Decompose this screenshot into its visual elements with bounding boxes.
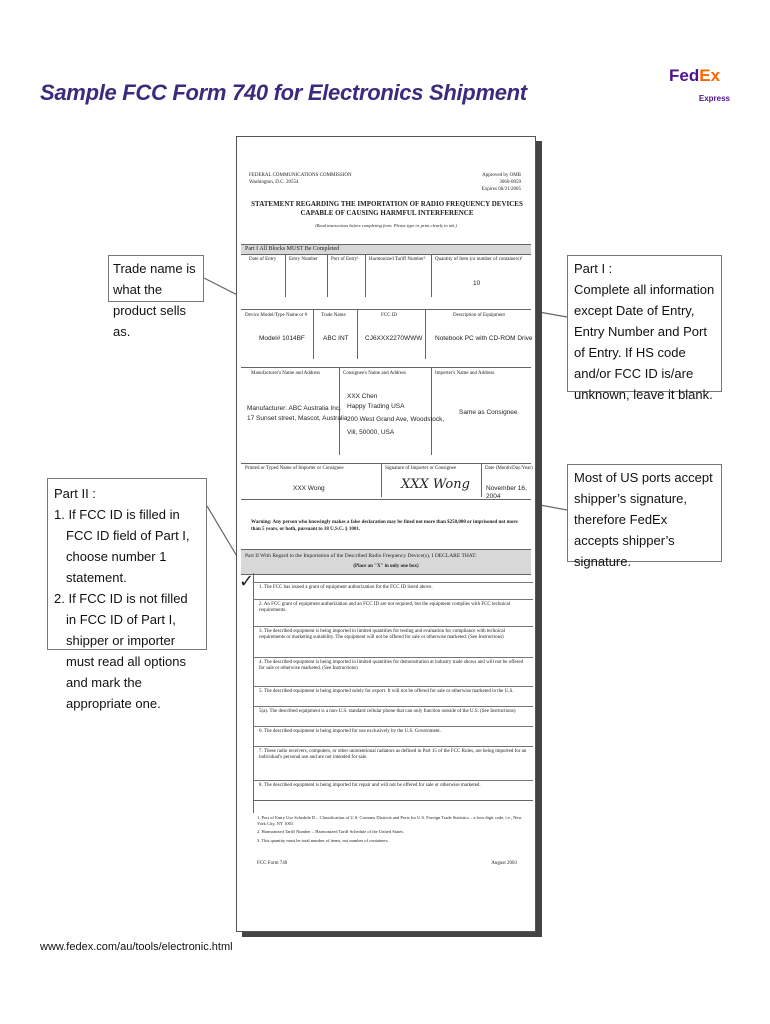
footnote-3: 3. This quantity must be total number of items, not number of containers.	[257, 838, 389, 843]
consignee-line-4: Vill, 50000, USA	[347, 429, 395, 436]
part2-option-8: 8. The described equipment is being imported for repair and will not be offered for sale or otherwise marketed.	[253, 780, 533, 800]
part2-option-5a: 5(a). The described equipment is a non-U.S. standard cellular phone that can only function outside of the U.S. (See Instructions)	[253, 706, 533, 726]
hdr-manufacturer: Manufacturer's Name and Address	[251, 371, 321, 376]
hdr-port-of-entry: Port of Entry¹	[331, 257, 359, 262]
part2-option-4: 4. The described equipment is being imported in limited quantities for demonstration at industry trade shows and will not be offered for sale or otherwise marketed. (See Instructions)	[253, 657, 533, 686]
printed-name-value: XXX Wong	[293, 485, 325, 492]
callout-part1-title: Part I :	[574, 261, 613, 276]
callout-part1	[567, 255, 722, 402]
callout-signature: Most of US ports accept shipper’s signature, therefore FedEx accepts shipper’s signature.	[567, 464, 722, 562]
hdr-fcc-id: FCC ID	[381, 313, 397, 318]
part2-option-7: 7. These radio receivers, computers, or other unintentional radiators as defined in Part 15 of the FCC Rules, are being imported for an individual's personal use and are not intended for sale.	[253, 746, 533, 780]
part2-header: Part II With Regard to the Importation of the Described Radio Frequency Device(s), I DECLARE THAT:	[245, 553, 477, 559]
source-url: www.fedex.com/au/tools/electronic.html	[40, 941, 233, 953]
consignee-line-3: 200 West Grand Ave, Woodstock,	[347, 416, 445, 423]
signature-value: XXX Wong	[401, 477, 470, 492]
consignee-line-1: XXX Chen	[347, 393, 378, 400]
agency-name: FEDERAL COMMUNICATIONS COMMISSION	[249, 173, 352, 178]
checkmark-icon: ✓	[239, 571, 255, 592]
callout-part2-item-2: 2. If FCC ID is not filled in FCC ID of Part I, shipper or importer must read all options and mark the appropriate one.	[54, 591, 188, 711]
trade-name-value: ABC INT	[323, 335, 349, 342]
model-value: Model# 1014BF	[259, 335, 305, 342]
logo-fed: Fed	[669, 66, 700, 85]
logo-ex: Ex	[699, 66, 721, 85]
part2-option-5: 5. The described equipment is being imported solely for export. It will not be offered for sale or otherwise marketed in the U.S.	[253, 686, 533, 706]
hdr-quantity: Quantity of Item (or number of containers)³	[435, 257, 523, 262]
agency-city: Washington, D.C. 20554	[249, 180, 299, 185]
part1-header: Part I All Blocks MUST Be Completed	[245, 246, 340, 252]
hdr-printed-name: Printed or Typed Name of Importer or Consignee	[245, 466, 344, 471]
logo-express: Express	[698, 94, 730, 103]
importer-value: Same as Consignee	[459, 409, 518, 416]
manufacturer-line-2: 17 Sunset street, Mascot, Australia	[247, 415, 348, 422]
omb-number: 3060-0059	[499, 180, 521, 185]
hdr-consignee: Consignee's Name and Address	[343, 371, 406, 376]
part2-option-2: 2. An FCC grant of equipment authorization and an FCC ID are not required, but the equipment complies with FCC technical requirements.	[253, 599, 533, 626]
hdr-entry-number: Entry Number	[289, 257, 318, 262]
footnote-1: 1. Port of Entry Use Schedule D – Classification of U.S. Customs Districts and Ports for U.S. Foreign Trade Statistics – a four digit code, i.e., New York City, NY 1001.	[257, 815, 522, 826]
callout-part2-title: Part II :	[54, 486, 96, 501]
hdr-importer: Importer's Name and Address	[435, 371, 495, 376]
manufacturer-line-1: Manufacturer: ABC Australia Inc.	[247, 405, 341, 412]
hdr-signature: Signature of Importer or Consignee	[385, 466, 457, 471]
warning-text: Warning: Any person who knowingly makes a false declaration may be fined not more than $250,000 or imprisoned not more than 5 years, or both, pursuant to 18 U.S.C. § 1001.	[251, 520, 518, 532]
consignee-line-2: Happy Trading USA	[347, 403, 405, 410]
form-date: August 2003	[491, 861, 517, 866]
part2-subheader: (Place an "X" in only one box)	[353, 564, 419, 569]
omb-approval: Approved by OMB	[482, 173, 521, 178]
footnote-2: 2. Harmonized Tariff Number – Harmonized Tariff Schedule of the United States.	[257, 829, 405, 834]
part2-option-6: 6. The described equipment is being imported for use exclusively by the U.S. Government.	[253, 726, 533, 746]
callout-trade-name: Trade name is what the product sells as.	[108, 255, 204, 302]
callout-part1-text: Complete all information except Date of Entry, Entry Number and Port of Entry. If HS code and/or FCC ID is/are unknown, leave it blank.	[574, 282, 715, 402]
part2-option-1: 1. The FCC has issued a grant of equipment authorization for the FCC ID listed above.	[253, 582, 533, 599]
hdr-description: Description of Equipment	[453, 313, 505, 318]
callout-part2-item-1: 1. If FCC ID is filled in FCC ID field of Part I, choose number 1 statement.	[54, 507, 190, 585]
omb-expires: Expires 06/31/2005	[481, 187, 521, 192]
fcc-form-740	[236, 136, 536, 932]
part2-option-3: 3. The described equipment is being imported in limited quantities for testing and evaluation for compliance with technical requirements or marketing suitability. The equipment will not be offered for sale or otherwise marketed. (See Instructions)	[253, 626, 533, 657]
hdr-date: Date (Month/Day/Year)	[485, 466, 533, 471]
hdr-device-model: Device Model/Type Name or #	[245, 313, 308, 318]
page-title: Sample FCC Form 740 for Electronics Shipment	[40, 80, 527, 105]
hdr-tariff-number: Harmonized Tariff Number²	[369, 257, 426, 262]
form-id: FCC Form 740	[257, 861, 288, 866]
description-value: Notebook PC with CD-ROM Drive	[435, 335, 533, 342]
date-value: November 16, 2004	[486, 485, 527, 500]
form-heading: STATEMENT REGARDING THE IMPORTATION OF RADIO FREQUENCY DEVICES CAPABLE OF CAUSING HARMFUL INTERFERENCE	[251, 200, 523, 217]
form-instructions: (Read instructions before completing form. Please type or print clearly in ink.)	[315, 223, 457, 228]
fcc-id-value: CJ6XXX2270WWW	[365, 335, 423, 342]
quantity-value: 10	[473, 280, 481, 287]
hdr-trade-name: Trade Name	[321, 313, 346, 318]
callout-part2	[47, 478, 207, 711]
hdr-date-of-entry: Date of Entry	[249, 257, 277, 262]
